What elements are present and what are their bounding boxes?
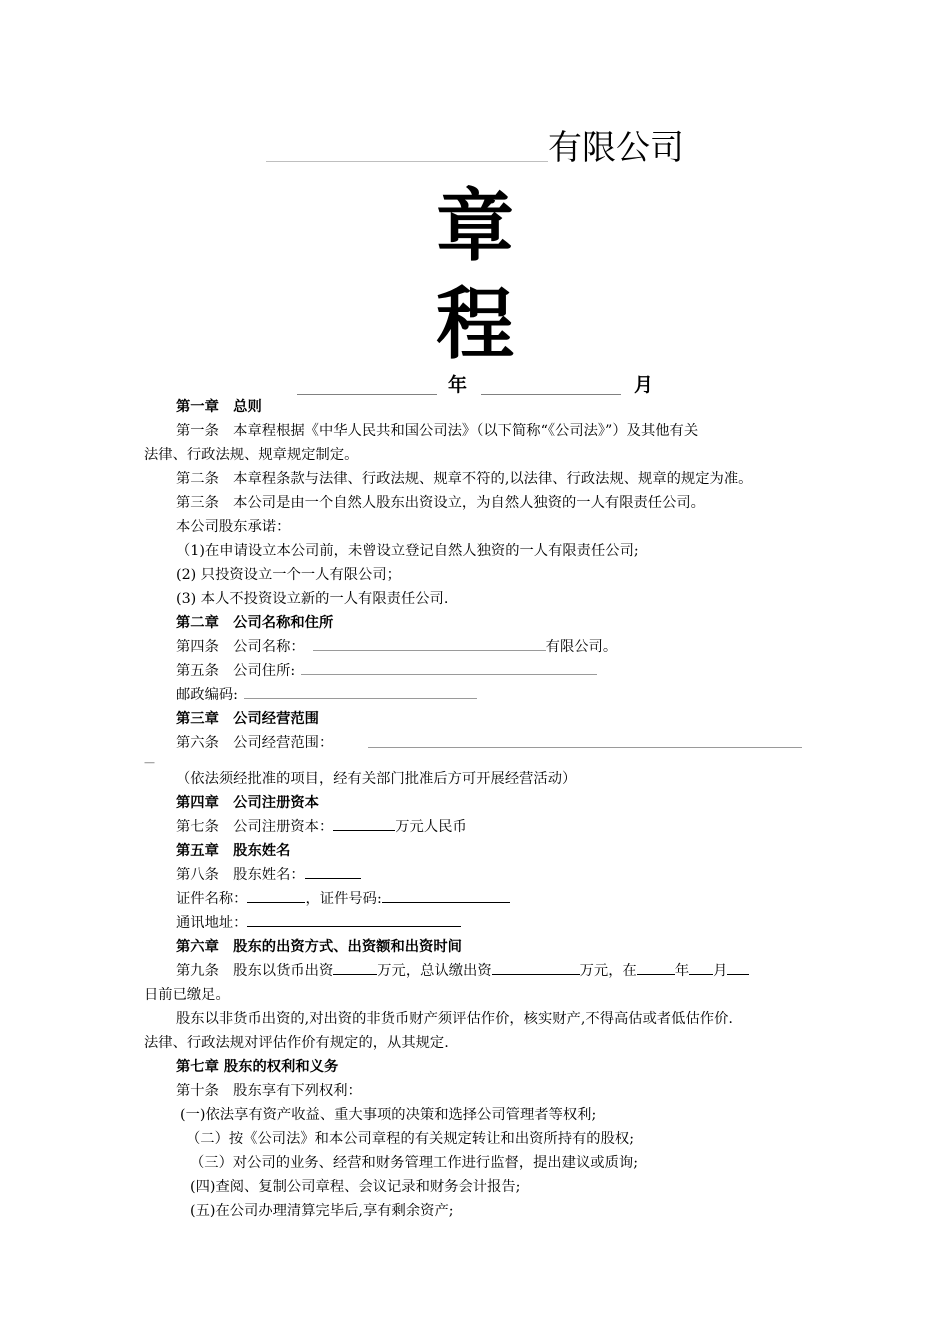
article-9-line-2: 日前已缴足。 xyxy=(144,987,230,1003)
id-type-field[interactable] xyxy=(247,890,305,903)
company-name-blank[interactable] xyxy=(266,161,548,162)
chapter-1-heading: 第一章 总则 xyxy=(176,399,262,415)
right-item-4: (四)查阅、复制公司章程、会议记录和财务会计报告; xyxy=(190,1179,521,1195)
shareholder-name-field[interactable] xyxy=(305,866,361,879)
article-5-label: 第五条 公司住所: xyxy=(176,663,296,679)
zip-code-label: 邮政编码: xyxy=(176,687,239,703)
date-line xyxy=(0,372,950,400)
article-9-month-label: 月 xyxy=(713,963,728,979)
article-4 xyxy=(176,638,617,656)
chapter-3-heading: 第三章 公司经营范围 xyxy=(176,711,319,727)
month-blank[interactable] xyxy=(481,394,621,395)
business-scope-field[interactable] xyxy=(368,747,802,748)
article-2: 第二条 本章程条款与法律、行政法规、规章不符的,以法律、行政法规、规章的规定为准。 xyxy=(176,471,753,487)
right-item-1: (一)依法享有资产收益、重大事项的决策和选择公司管理者等权利; xyxy=(180,1107,597,1123)
chapter-6-heading: 第六章 股东的出资方式、出资额和出资时间 xyxy=(176,939,462,955)
id-type-label: 证件名称： xyxy=(176,891,248,907)
article-9-text-2: 万元，在 xyxy=(579,963,637,979)
article-1-line-2: 法律、行政法规、规章规定制定。 xyxy=(144,447,359,463)
id-number-field[interactable] xyxy=(382,890,510,903)
article-8 xyxy=(176,866,361,884)
company-title-suffix: 有限公司 xyxy=(548,128,684,168)
title-char-zhang: 章 xyxy=(435,182,514,272)
right-item-5: (五)在公司办理清算完毕后,享有剩余资产; xyxy=(190,1203,454,1219)
right-item-2: （二）按《公司法》和本公司章程的有关规定转让和出资所持有的股权; xyxy=(186,1131,635,1147)
article-9-label: 第九条 股东以货币出资 xyxy=(176,963,334,979)
year-label: 年 xyxy=(448,374,468,396)
article-6: 第六条 公司经营范围： xyxy=(176,735,334,751)
title-char-cheng: 程 xyxy=(435,280,514,370)
mailing-address-label: 通讯地址： xyxy=(176,915,248,931)
article-9-year-label: 年 xyxy=(674,963,690,979)
promise-item-2: (2) 只投资设立一个一人有限公司； xyxy=(176,567,401,583)
article-3: 第三条 本公司是由一个自然人股东出资设立，为自然人独资的一人有限责任公司。 xyxy=(176,495,705,511)
address-line xyxy=(176,914,461,932)
chapter-5-heading: 第五章 股东姓名 xyxy=(176,843,291,859)
non-monetary-line-2: 法律、行政法规对评估作价有规定的，从其规定. xyxy=(144,1035,449,1051)
chapter-2-heading: 第二章 公司名称和住所 xyxy=(176,615,334,631)
mailing-address-field[interactable] xyxy=(247,914,461,927)
paid-year-field[interactable] xyxy=(637,962,675,975)
article-4-label: 第四条 公司名称： xyxy=(176,639,305,655)
zip-code-line xyxy=(176,686,477,704)
shareholder-promise-heading: 本公司股东承诺： xyxy=(176,519,291,535)
promise-item-3: (3) 本人不投资设立新的一人有限责任公司. xyxy=(176,591,449,607)
article-7-suffix: 万元人民币 xyxy=(395,819,467,835)
id-line xyxy=(176,890,510,908)
promise-item-1: （1)在申请设立本公司前，未曾设立登记自然人独资的一人有限责任公司; xyxy=(176,543,639,559)
company-title xyxy=(0,128,950,168)
business-scope-note: （依法须经批准的项目，经有关部门批准后方可开展经营活动） xyxy=(176,771,577,787)
business-scope-dash: — xyxy=(144,756,155,769)
company-address-field[interactable] xyxy=(301,662,597,675)
article-4-suffix: 有限公司。 xyxy=(545,639,618,655)
company-name-field[interactable] xyxy=(313,638,546,651)
non-monetary-line-1: 股东以非货币出资的,对出资的非货币财产须评估作价，核实财产,不得高估或者低估作价. xyxy=(176,1011,733,1027)
article-5 xyxy=(176,662,597,680)
article-9-line-1 xyxy=(176,962,749,980)
month-label: 月 xyxy=(634,374,654,396)
total-subscribed-field[interactable] xyxy=(492,962,580,975)
right-item-3: （三）对公司的业务、经营和财务管理工作进行监督，提出建议或质询; xyxy=(190,1155,639,1171)
paid-month-field[interactable] xyxy=(689,962,713,975)
article-7 xyxy=(176,818,467,836)
article-8-label: 第八条 股东姓名： xyxy=(176,867,305,883)
article-7-label: 第七条 公司注册资本： xyxy=(176,819,334,835)
year-blank[interactable] xyxy=(297,394,437,395)
article-9-text-1: 万元，总认缴出资 xyxy=(377,963,492,979)
zip-code-field[interactable] xyxy=(244,686,477,699)
registered-capital-field[interactable] xyxy=(333,818,395,831)
id-number-label: ，证件号码: xyxy=(305,891,382,907)
article-10: 第十条 股东享有下列权利： xyxy=(176,1083,362,1099)
paid-day-field[interactable] xyxy=(727,962,749,975)
chapter-4-heading: 第四章 公司注册资本 xyxy=(176,795,319,811)
cash-contribution-field[interactable] xyxy=(333,962,377,975)
chapter-7-heading: 第七章 股东的权利和义务 xyxy=(176,1059,339,1075)
article-1-line-1: 第一条 本章程根据《中华人民共和国公司法》（以下简称“《公司法》”）及其他有关 xyxy=(176,423,699,439)
